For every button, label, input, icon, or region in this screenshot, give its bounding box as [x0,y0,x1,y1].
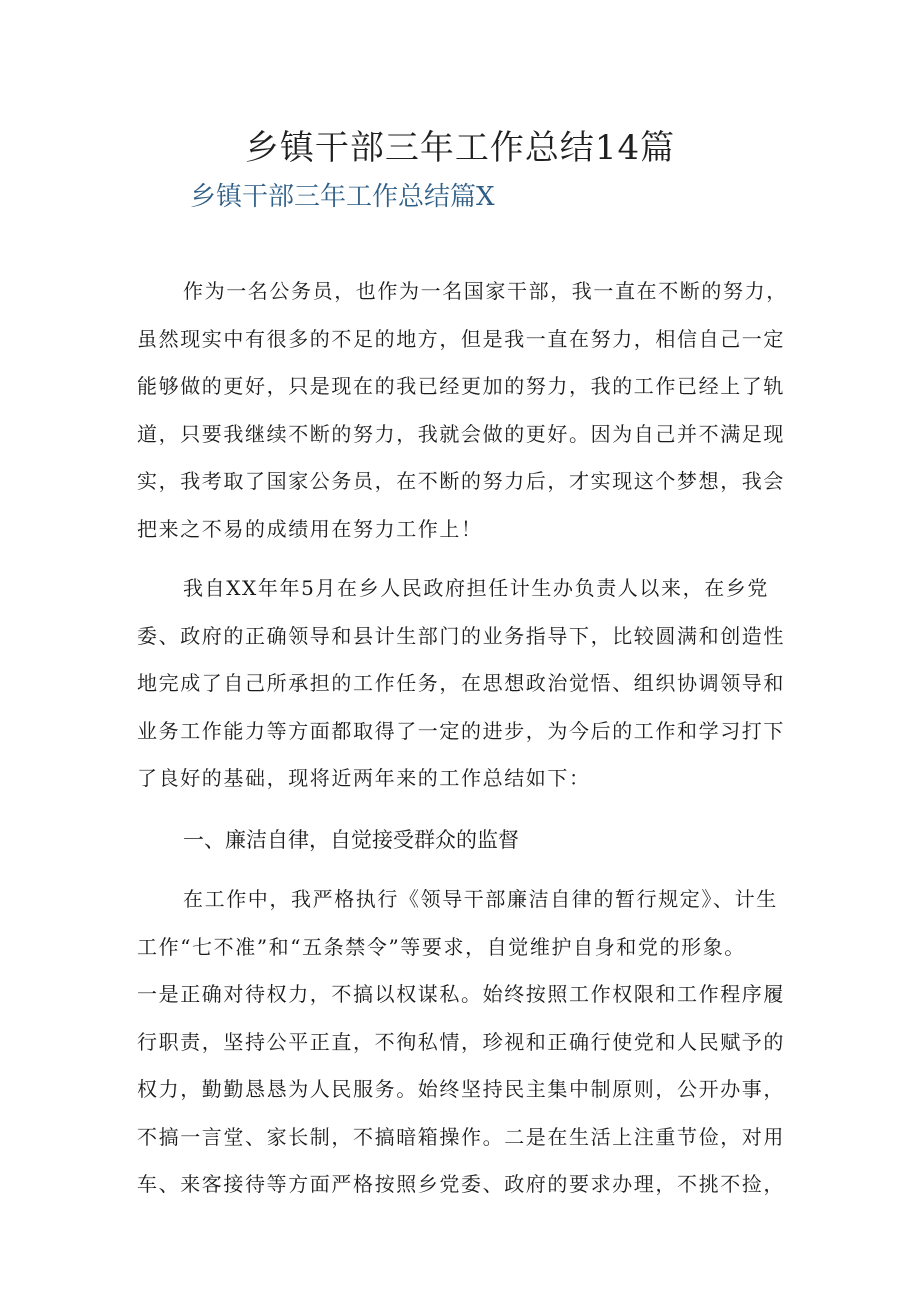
paragraph-line: 作为一名公务员，也作为一名国家干部，我一直在不断的努力， [183,279,788,303]
paragraph-line: 在工作中，我严格执行《领导干部廉洁自律的暂行规定》、计生 [183,887,778,911]
paragraph-line: 实，我考取了国家公务员，在不断的努力后，才实现这个梦想，我会 [137,469,785,493]
paragraph-line: 道，只要我继续不断的努力，我就会做的更好。因为自己并不满足现 [137,421,785,446]
paragraph-line: 工作“七不准”和“五条禁令”等要求，自觉维护自身和党的形象。 [137,934,746,959]
paragraph-line: 权力，勤勤恳恳为人民服务。始终坚持民主集中制原则，公开办事， [137,1077,785,1101]
paragraph-line: 我自XX年年5月在乡人民政府担任计生办负责人以来，在乡党 [183,576,770,600]
paragraph-line: 一是正确对待权力，不搞以权谋私。始终按照工作权限和工作程序履 [137,982,785,1006]
paragraph-line: 能够做的更好，只是现在的我已经更加的努力，我的工作已经上了轨 [137,374,785,398]
paragraph-line: 业务工作能力等方面都取得了一定的进步，为今后的工作和学习打下 [137,718,785,743]
paragraph-line: 车、来客接待等方面严格按照乡党委、政府的要求办理，不挑不捡， [137,1172,785,1196]
paragraph-2 [137,565,787,803]
paragraph-line: 委、政府的正确领导和县计生部门的业务指导下，比较圆满和创造性 [137,623,785,648]
paragraph-line: 不搞一言堂、家长制，不搞暗箱操作。二是在生活上注重节俭，对用 [137,1124,785,1149]
paragraph-line: 把来之不易的成绩用在努力工作上！ [137,516,483,541]
document-title: 乡镇干部三年工作总结14篇 [244,128,676,168]
paragraph-line: 虽然现实中有很多的不足的地方，但是我一直在努力，相信自己一定 [137,326,785,351]
paragraph-line: 了良好的基础，现将近两年来的工作总结如下： [137,766,591,790]
paragraph-line: 地完成了自己所承担的工作任务，在思想政治觉悟、组织协调领导和 [137,671,785,695]
paragraph-3 [137,876,787,1209]
section-title: 乡镇干部三年工作总结篇X [190,182,495,212]
paragraph-1 [137,268,787,553]
paragraph-line: 行职责，坚持公平正直，不徇私情，珍视和正确行使党和人民赋予的 [137,1029,785,1054]
subheading-integrity: 一、廉洁自律，自觉接受群众的监督 [183,828,519,852]
